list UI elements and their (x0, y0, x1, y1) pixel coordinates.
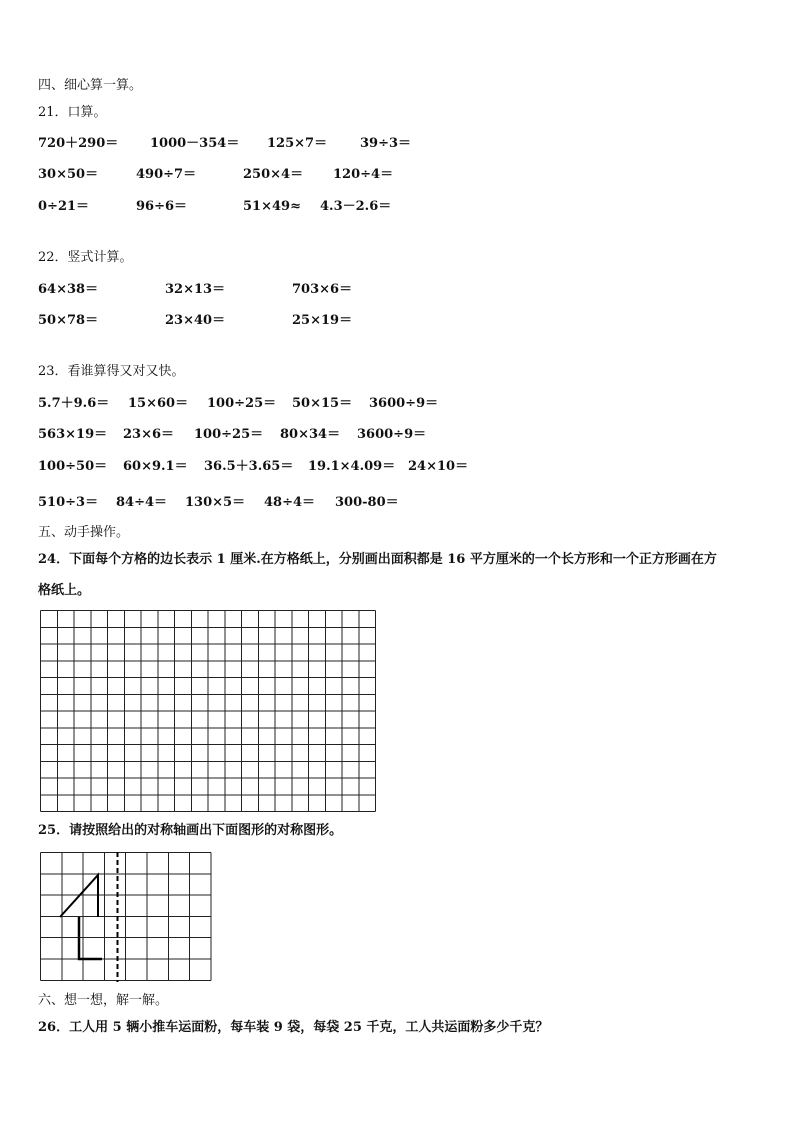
q22-r2-c1: 50×78＝ (38, 313, 99, 328)
q21-r2-c3: 250×4＝ (243, 167, 304, 182)
q21-r2-c4: 120÷4＝ (333, 167, 394, 182)
q23-r1-c1: 5.7＋9.6＝ (38, 396, 110, 411)
q21-r1-c2: 1000－354＝ (150, 136, 240, 151)
q23-r1-c2: 15×60＝ (128, 396, 189, 411)
question-25-text: 25．请按照给出的对称轴画出下面图形的对称图形。 (38, 823, 343, 838)
q21-r3-c1: 0÷21＝ (38, 199, 90, 214)
q23-r3-c3: 36.5＋3.65＝ (204, 459, 294, 474)
q21-r3-c3: 51×49≈ (243, 199, 301, 214)
q21-r1-c1: 720＋290＝ (38, 136, 119, 151)
q22-r2-c2: 23×40＝ (165, 313, 226, 328)
question-24-text-line1: 24．下面每个方格的边长表示 1 厘米.在方格纸上，分别画出面积都是 16 平方厘米的一个长方形和一个正方形画在方 (38, 552, 717, 567)
section-6-title: 六、想一想，解一解。 (38, 993, 169, 1008)
q23-r4-c5: 300-80＝ (335, 495, 399, 510)
q23-r4-c2: 84÷4＝ (116, 495, 168, 510)
q21-r2-c1: 30×50＝ (38, 167, 99, 182)
q23-r4-c1: 510÷3＝ (38, 495, 99, 510)
q21-r1-c4: 39÷3＝ (360, 136, 412, 151)
symmetry-grid (40, 852, 214, 984)
q21-r3-c4: 4.3－2.6＝ (320, 199, 392, 214)
q23-r2-c2: 23×6＝ (123, 427, 175, 442)
q21-r1-c3: 125×7＝ (267, 136, 328, 151)
question-23-label: 23．看谁算得又对又快。 (38, 364, 185, 379)
q22-r1-c3: 703×6＝ (292, 282, 353, 297)
q23-r2-c3: 100÷25＝ (194, 427, 264, 442)
q23-r4-c4: 48÷4＝ (264, 495, 316, 510)
q22-r2-c3: 25×19＝ (292, 313, 353, 328)
question-24-text-line2: 格纸上。 (38, 583, 91, 598)
q23-r3-c1: 100÷50＝ (38, 459, 108, 474)
q23-r2-c5: 3600÷9＝ (357, 427, 427, 442)
question-21-label: 21．口算。 (38, 105, 107, 120)
question-22-label: 22．竖式计算。 (38, 250, 133, 265)
q23-r3-c2: 60×9.1＝ (123, 459, 188, 474)
q23-r3-c4: 19.1×4.09＝ (308, 459, 396, 474)
section-4-title: 四、细心算一算。 (38, 78, 143, 93)
q21-r2-c2: 490÷7＝ (136, 167, 197, 182)
q23-r2-c4: 80×34＝ (280, 427, 341, 442)
q21-r3-c2: 96÷6＝ (136, 199, 188, 214)
q23-r1-c5: 3600÷9＝ (369, 396, 439, 411)
q23-r1-c4: 50×15＝ (292, 396, 353, 411)
q23-r4-c3: 130×5＝ (185, 495, 246, 510)
section-5-title: 五、动手操作。 (38, 525, 130, 540)
q23-r1-c3: 100÷25＝ (207, 396, 277, 411)
q22-r1-c1: 64×38＝ (38, 282, 99, 297)
q23-r3-c5: 24×10＝ (408, 459, 469, 474)
grid-paper (40, 610, 378, 812)
q22-r1-c2: 32×13＝ (165, 282, 226, 297)
question-26-text: 26．工人用 5 辆小推车运面粉，每车装 9 袋，每袋 25 千克，工人共运面粉多少千克？ (38, 1020, 549, 1035)
figure-shape (60, 875, 98, 917)
q23-r2-c1: 563×19＝ (38, 427, 108, 442)
